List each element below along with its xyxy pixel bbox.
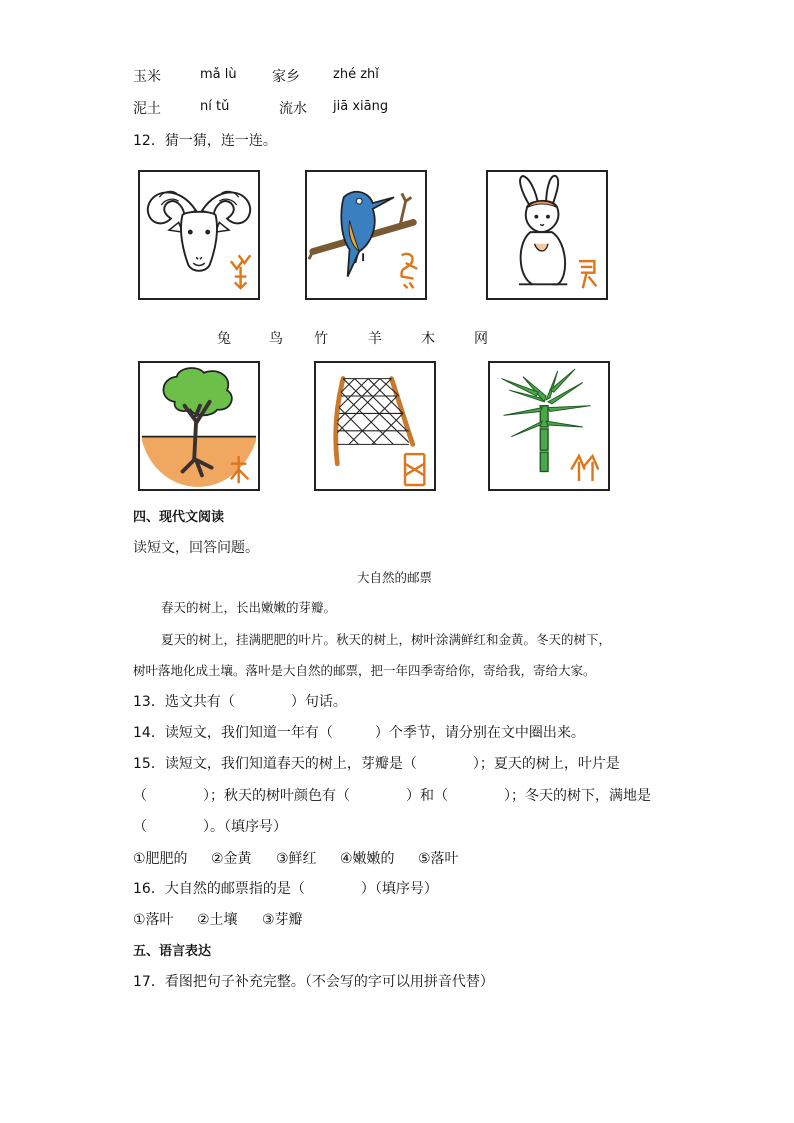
char-wang: 网 — [474, 331, 488, 347]
ancient-niao-glyph — [401, 254, 417, 288]
ancient-tu-glyph — [579, 261, 596, 288]
pinyin-jiaxiang: jiā xiāng — [333, 99, 389, 114]
q15-option-5: ⑤落叶 — [418, 851, 459, 867]
question-13: 13．选文共有（ ）句话。 — [133, 694, 347, 710]
char-tu: 兔 — [217, 331, 231, 347]
section4-heading: 四、现代文阅读 — [133, 510, 225, 525]
word-liushui: 流水 — [279, 101, 307, 117]
question-15-line3: （ ）。（填序号） — [133, 819, 287, 835]
pinyin-malu: mǎ lù — [200, 67, 237, 82]
bird-picture — [305, 170, 427, 300]
passage-para1: 春天的树上，长出嫩嫩的芽瓣。 — [161, 600, 337, 615]
q15-option-3: ③鲜红 — [276, 851, 317, 867]
passage-title: 大自然的邮票 — [357, 570, 433, 585]
word-nitu: 泥土 — [133, 101, 161, 117]
char-yang: 羊 — [368, 331, 382, 347]
passage-para2-line1: 夏天的树上，挂满肥肥的叶片。秋天的树上，树叶涂满鲜红和金黄。冬天的树下， — [161, 632, 612, 647]
passage-para2-line2: 树叶落地化成土壤。落叶是大自然的邮票，把一年四季寄给你，寄给我，寄给大家。 — [133, 663, 596, 678]
pinyin-zhezhi: zhé zhǐ — [333, 67, 379, 82]
char-zhu: 竹 — [314, 331, 328, 347]
q15-option-2: ②金黄 — [211, 851, 252, 867]
tree-picture — [138, 361, 260, 491]
q16-option-3: ③芽瓣 — [262, 912, 303, 928]
ancient-yang-glyph — [231, 255, 250, 288]
word-jiaxiang: 家乡 — [272, 69, 300, 85]
goat-picture — [138, 170, 260, 300]
section5-heading: 五、语言表达 — [133, 944, 212, 959]
question-16: 16．大自然的邮票指的是（ ）（填序号） — [133, 881, 438, 897]
q16-option-1: ①落叶 — [133, 912, 174, 928]
word-yumi: 玉米 — [133, 69, 161, 85]
pinyin-nitu: ní tǔ — [200, 99, 230, 114]
ancient-zhu-glyph — [571, 456, 598, 481]
section4-instruction: 读短文，回答问题。 — [133, 540, 259, 556]
net-picture — [314, 361, 436, 491]
ancient-wang-glyph — [405, 454, 424, 485]
q15-option-1: ①肥肥的 — [133, 851, 188, 867]
rabbit-picture — [486, 170, 608, 300]
question-15-line2: （ ）；秋天的树叶颜色有（ ）和（ ）；冬天的树下，满地是 — [133, 788, 651, 804]
bamboo-picture — [488, 361, 610, 491]
q16-option-2: ②土壤 — [197, 912, 238, 928]
char-niao: 鸟 — [269, 331, 283, 347]
question-14: 14．读短文，我们知道一年有（ ）个季节，请分别在文中圈出来。 — [133, 725, 585, 741]
question-17: 17．看图把句子补充完整。（不会写的字可以用拼音代替） — [133, 974, 494, 990]
q15-option-4: ④嫩嫩的 — [340, 851, 395, 867]
q12-prompt: 12．猜一猜，连一连。 — [133, 133, 277, 149]
char-mu: 木 — [421, 331, 435, 347]
question-15-line1: 15．读短文，我们知道春天的树上，芽瓣是（ ）；夏天的树上，叶片是 — [133, 756, 620, 772]
